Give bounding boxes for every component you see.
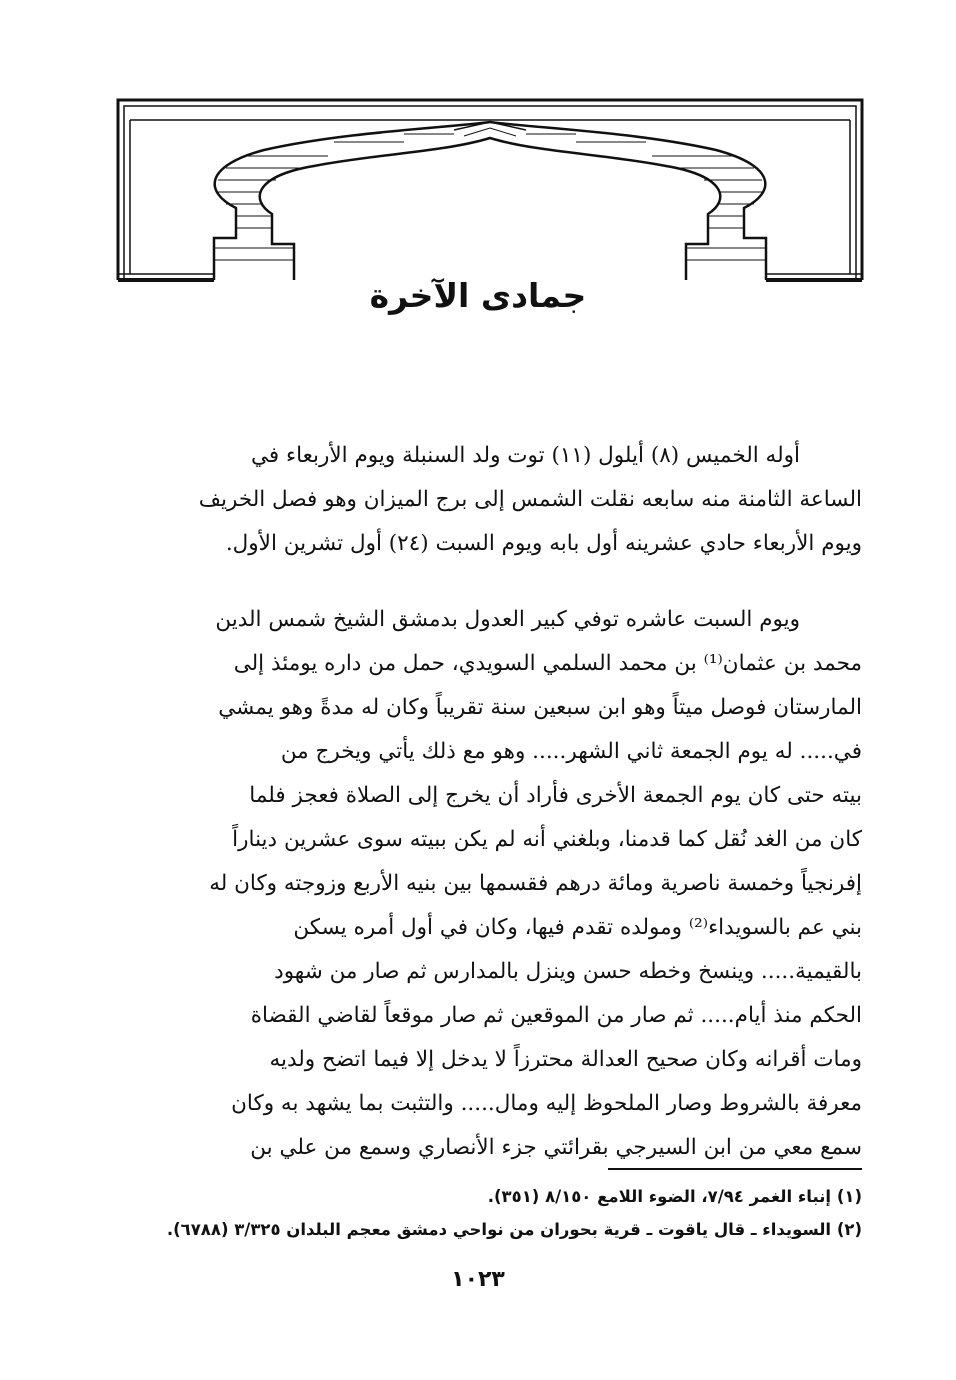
chapter-header-ornament (114, 96, 866, 290)
text-line: الساعة الثامنة منه سابعه نقلت الشمس إلى برج الميزان وهو فصل الخريف (198, 487, 862, 512)
text-line: سمع معي من ابن السيرجي بقرائتي جزء الأنصاري وسمع من علي بن (250, 1135, 862, 1160)
paragraph-1 (118, 434, 862, 566)
text-line: بيته حتى كان يوم الجمعة الأخرى فأراد أن يخرج إلى الصلاة فعجز فلما (249, 783, 862, 808)
chapter-title: جمادى الآخرة (369, 276, 587, 315)
text-line: الحكم منذ أيام..... ثم صار من الموقعين ثم صار موقعاً لقاضي القضاة (250, 1003, 862, 1028)
footnote-separator (608, 1168, 862, 1170)
text-line: ومات أقرانه وكان صحيح العدالة محترزاً لا يدخل إلا فيما اتضح ولديه (269, 1047, 862, 1072)
text-line: إفرنجياً وخمسة ناصرية ومائة درهم فقسمها بين بنيه الأربع وزوجته وكان له (209, 871, 862, 896)
paragraph-2 (118, 598, 862, 1170)
text-line: محمد بن عثمان⁽¹⁾ بن محمد السلمي السويدي، حمل من داره يومئذ إلى (233, 651, 862, 676)
text-line: أوله الخميس (٨) أيلول (١١) توت ولد السنبلة ويوم الأربعاء في (250, 443, 800, 468)
footnote-2: (٢) السويداء ـ قال ياقوت ـ قرية بحوران من نواحي دمشق معجم البلدان ٣/٣٢٥ (٦٧٨٨). (166, 1220, 862, 1239)
text-line: ويوم السبت عاشره توفي كبير العدول بدمشق الشيخ شمس الدين (215, 607, 800, 632)
text-line: في..... له يوم الجمعة ثاني الشهر..... وهو مع ذلك يأتي ويخرج من (280, 739, 862, 764)
text-line: كان من الغد نُقل كما قدمنا، وبلغني أنه لم يكن ببيته سوى عشرين ديناراً (232, 827, 862, 852)
text-line: ويوم الأربعاء حادي عشرينه أول بابه ويوم السبت (٢٤) أول تشرين الأول. (225, 531, 862, 556)
text-line: بني عم بالسويداء⁽²⁾ ومولده تقدم فيها، وكان في أول أمره يسكن (293, 915, 862, 940)
text-line: المارستان فوصل ميتاً وهو ابن سبعين سنة تقريباً وكان له مدةً وهو يمشي (218, 695, 862, 720)
page-number: ١٠٢٣ (451, 1267, 505, 1292)
text-line: بالقيمية..... وينسخ وخطه حسن وينزل بالمدارس ثم صار من شهود (274, 959, 862, 984)
footnotes (118, 1180, 862, 1246)
text-line: معرفة بالشروط وصار الملحوظ إليه ومال..... والتثبت بما يشهد به وكان (231, 1091, 862, 1116)
footnote-1: (١) إنباء الغمر ٧/٩٤، الضوء اللامع ٨/١٥٠ (٣٥١). (487, 1187, 862, 1206)
